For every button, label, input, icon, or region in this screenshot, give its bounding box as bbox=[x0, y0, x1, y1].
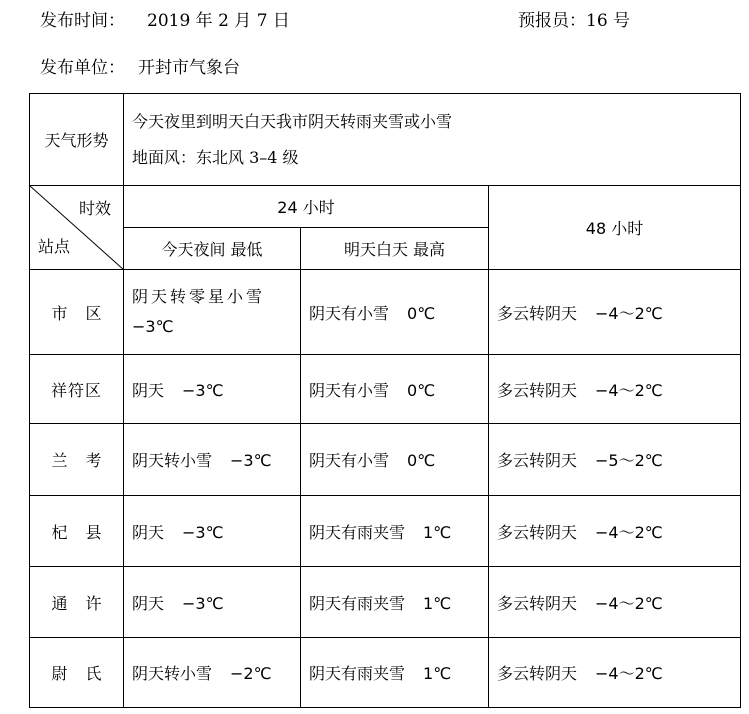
header-station: 站点 bbox=[38, 237, 71, 256]
publish-unit-label: 发布单位： bbox=[40, 58, 125, 78]
temp-range-48h: −5～2℃ bbox=[595, 451, 663, 470]
forecast-48h bbox=[489, 496, 741, 567]
forecast-48h bbox=[489, 638, 741, 708]
temp-range-48h: −4～2℃ bbox=[595, 664, 663, 683]
header-48h: 48 小时 bbox=[489, 186, 741, 270]
tonight-weather: 阴天 bbox=[132, 380, 165, 400]
header-timeliness: 时效 bbox=[78, 199, 111, 218]
tomorrow-weather: 阴天有雨夹雪 bbox=[309, 522, 406, 542]
tomorrow-temp: 1℃ bbox=[423, 522, 452, 542]
tomorrow-forecast bbox=[301, 496, 489, 567]
tomorrow-weather: 阴天有小雪 bbox=[309, 303, 390, 323]
weather-48h: 多云转阴天 bbox=[497, 380, 578, 400]
tomorrow-weather: 阴天有小雪 bbox=[309, 380, 390, 400]
forecast-48h bbox=[489, 270, 741, 355]
tomorrow-weather: 阴天有雨夹雪 bbox=[309, 664, 406, 683]
table-row bbox=[30, 424, 741, 496]
forecast-48h bbox=[489, 567, 741, 638]
situation-line-2: 地面风：东北风 3–4 级 bbox=[132, 147, 299, 167]
tonight-forecast bbox=[124, 496, 301, 567]
tonight-temp: −3℃ bbox=[132, 317, 174, 336]
forecast-48h bbox=[489, 424, 741, 496]
tomorrow-temp: 0℃ bbox=[407, 451, 436, 470]
tonight-temp: −3℃ bbox=[182, 522, 224, 542]
tonight-weather: 阴天转小雪 bbox=[132, 664, 213, 683]
station-name: 市区 bbox=[30, 270, 124, 355]
temp-range-48h: −4～2℃ bbox=[595, 593, 663, 613]
forecaster-id: 预报员：16 号 bbox=[518, 11, 631, 31]
station-name: 通许 bbox=[30, 567, 124, 638]
station-name: 尉氏 bbox=[30, 638, 124, 708]
tomorrow-forecast bbox=[301, 355, 489, 424]
tomorrow-forecast bbox=[301, 424, 489, 496]
header-24h: 24 小时 bbox=[124, 186, 489, 228]
tomorrow-forecast bbox=[301, 567, 489, 638]
tomorrow-temp: 0℃ bbox=[407, 303, 436, 323]
situation-label: 天气形势 bbox=[30, 94, 124, 186]
temp-range-48h: −4～2℃ bbox=[595, 303, 663, 323]
weather-48h: 多云转阴天 bbox=[497, 303, 578, 323]
tomorrow-temp: 0℃ bbox=[407, 380, 436, 400]
table-row bbox=[30, 270, 741, 355]
tonight-temp: −3℃ bbox=[182, 380, 224, 400]
table-row bbox=[30, 567, 741, 638]
station-name: 兰考 bbox=[30, 424, 124, 496]
publish-time-label: 发布时间： bbox=[40, 11, 125, 31]
tonight-forecast bbox=[124, 424, 301, 496]
tonight-weather: 阴天 bbox=[132, 522, 165, 542]
header-corner-cell bbox=[30, 186, 124, 270]
tomorrow-forecast bbox=[301, 270, 489, 355]
tonight-forecast bbox=[124, 355, 301, 424]
forecast-48h bbox=[489, 355, 741, 424]
tomorrow-weather: 阴天有雨夹雪 bbox=[309, 593, 406, 613]
situation-line-1: 今天夜里到明天白天我市阴天转雨夹雪或小雪 bbox=[132, 111, 453, 131]
weather-48h: 多云转阴天 bbox=[497, 522, 578, 542]
table-row bbox=[30, 496, 741, 567]
tonight-forecast bbox=[124, 567, 301, 638]
tonight-weather: 阴天转小雪 bbox=[132, 451, 213, 470]
tonight-temp: −3℃ bbox=[230, 451, 272, 470]
weather-48h: 多云转阴天 bbox=[497, 451, 578, 470]
publish-unit: 开封市气象台 bbox=[138, 58, 240, 78]
forecast-table bbox=[29, 93, 741, 708]
tomorrow-weather: 阴天有小雪 bbox=[309, 451, 390, 470]
tonight-forecast bbox=[124, 638, 301, 708]
tomorrow-forecast bbox=[301, 638, 489, 708]
weather-situation bbox=[124, 94, 741, 186]
tomorrow-temp: 1℃ bbox=[423, 593, 452, 613]
tonight-temp: −2℃ bbox=[230, 664, 272, 683]
table-row bbox=[30, 355, 741, 424]
tonight-weather: 阴天 bbox=[132, 593, 165, 613]
tonight-temp: −3℃ bbox=[182, 593, 224, 613]
station-name: 祥符区 bbox=[30, 355, 124, 424]
temp-range-48h: −4～2℃ bbox=[595, 522, 663, 542]
publish-date: 2019 年 2 月 7 日 bbox=[147, 11, 290, 31]
tonight-forecast bbox=[124, 270, 301, 355]
tomorrow-temp: 1℃ bbox=[423, 664, 452, 683]
weather-48h: 多云转阴天 bbox=[497, 664, 578, 683]
header-tomorrow-max: 明天白天 最高 bbox=[301, 228, 489, 270]
temp-range-48h: −4～2℃ bbox=[595, 380, 663, 400]
tonight-weather: 阴天转零星小雪 bbox=[132, 287, 266, 306]
weather-48h: 多云转阴天 bbox=[497, 593, 578, 613]
table-row bbox=[30, 638, 741, 708]
station-name: 杞县 bbox=[30, 496, 124, 567]
header-tonight-min: 今天夜间 最低 bbox=[124, 228, 301, 270]
